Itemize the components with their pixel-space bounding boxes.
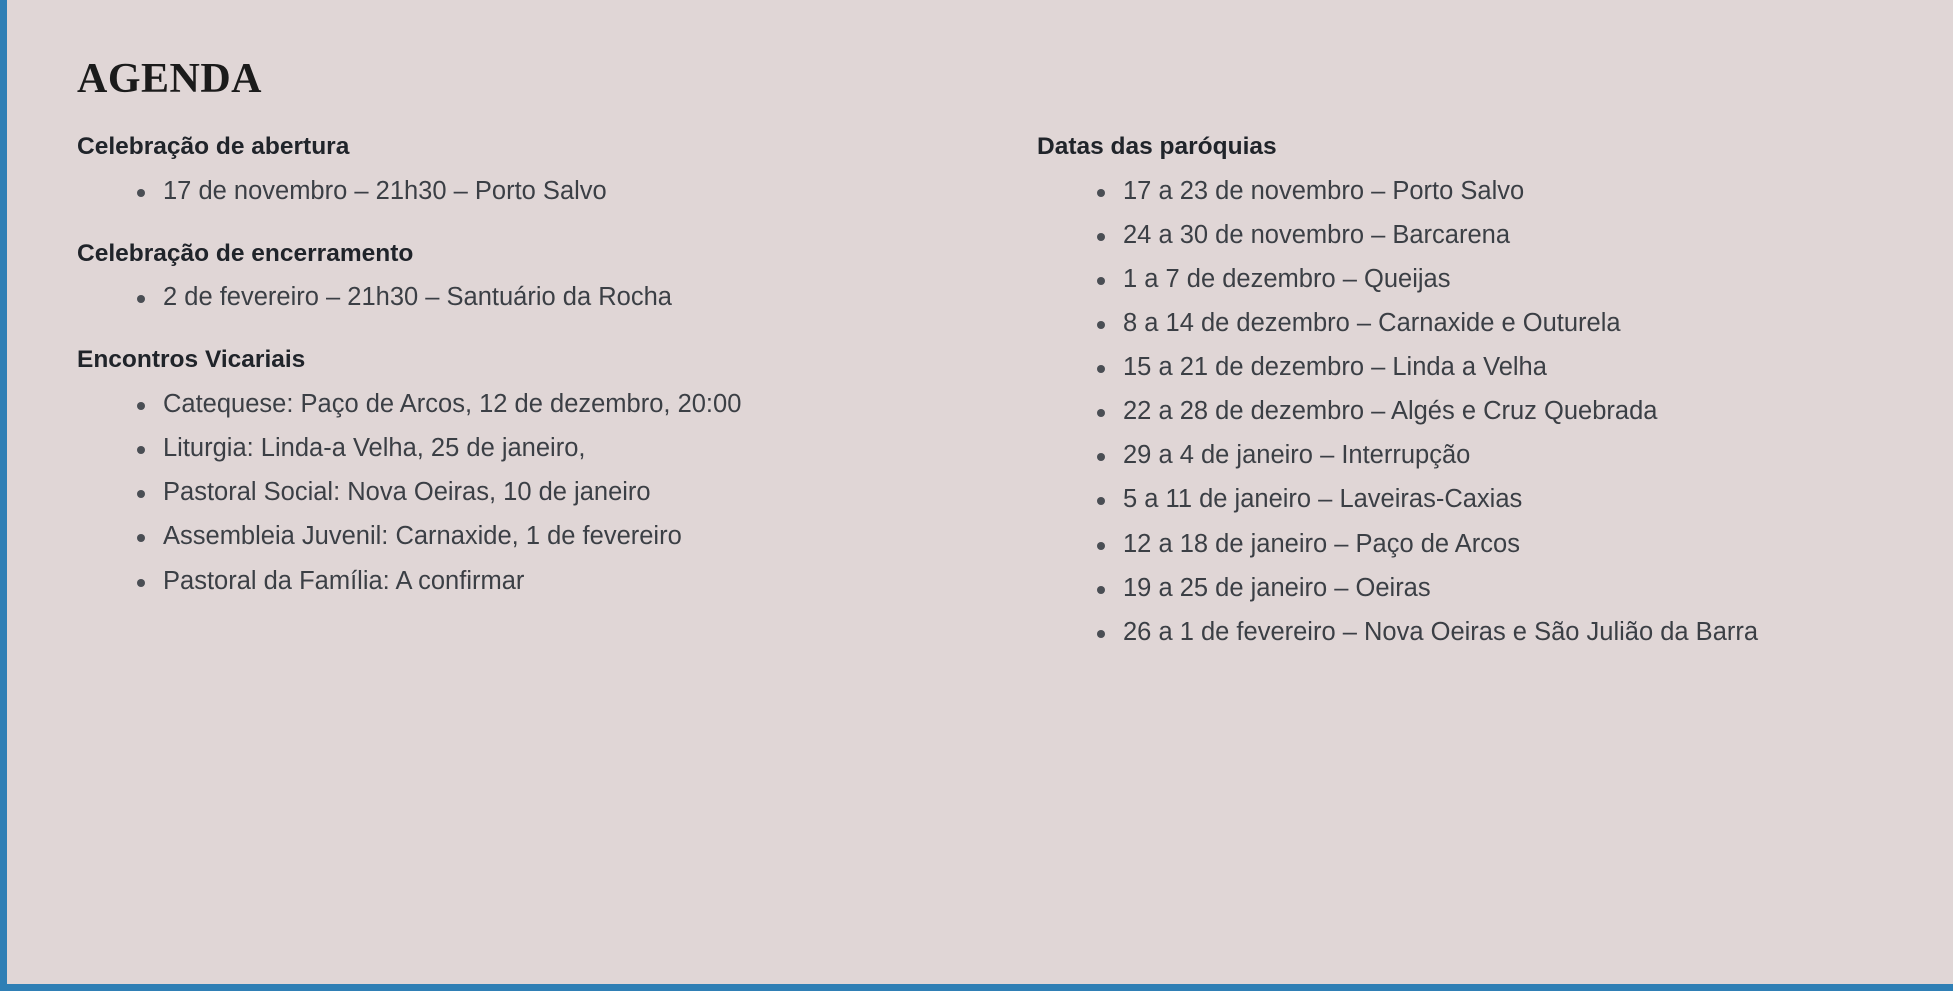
list-item: 17 a 23 de novembro – Porto Salvo — [1089, 169, 1913, 213]
left-column — [77, 132, 1037, 603]
section-datas-paroquias — [1037, 132, 1913, 654]
section-heading: Celebração de abertura — [77, 133, 350, 160]
section-heading: Celebração de encerramento — [77, 239, 414, 267]
list-item: 12 a 18 de janeiro – Paço de Arcos — [1089, 522, 1913, 566]
bullet-list — [1037, 169, 1913, 654]
section-celebracao-encerramento — [77, 239, 1037, 320]
list-item: 17 de novembro – 21h30 – Porto Salvo — [129, 169, 1037, 213]
list-item: 24 a 30 de novembro – Barcarena — [1089, 213, 1913, 257]
page-title: AGENDA — [77, 56, 263, 102]
list-item: Pastoral da Família: A confirmar — [129, 559, 1037, 603]
list-item: 1 a 7 de dezembro – Queijas — [1089, 257, 1913, 301]
list-item: 2 de fevereiro – 21h30 – Santuário da Rocha — [129, 275, 1037, 319]
list-item: Assembleia Juvenil: Carnaxide, 1 de fevereiro — [129, 514, 1037, 558]
right-column — [1037, 132, 1913, 654]
list-item: 22 a 28 de dezembro – Algés e Cruz Quebrada — [1089, 389, 1913, 433]
list-item: 26 a 1 de fevereiro – Nova Oeiras e São Julião da Barra — [1089, 610, 1913, 654]
list-item: Catequese: Paço de Arcos, 12 de dezembro, 20:00 — [129, 382, 1037, 426]
list-item: 8 a 14 de dezembro – Carnaxide e Outurela — [1089, 301, 1913, 345]
list-item: Pastoral Social: Nova Oeiras, 10 de janeiro — [129, 470, 1037, 514]
section-celebracao-abertura — [77, 132, 1037, 213]
bullet-list — [77, 169, 1037, 213]
list-item: 5 a 11 de janeiro – Laveiras-Caxias — [1089, 477, 1913, 521]
list-item: Liturgia: Linda-a Velha, 25 de janeiro, — [129, 426, 1037, 470]
two-column-layout — [77, 132, 1913, 654]
section-encontros-vicariais — [77, 345, 1037, 602]
section-heading: Datas das paróquias — [1037, 133, 1277, 160]
section-heading: Encontros Vicariais — [77, 346, 306, 374]
list-item: 29 a 4 de janeiro – Interrupção — [1089, 433, 1913, 477]
list-item: 15 a 21 de dezembro – Linda a Velha — [1089, 345, 1913, 389]
list-item: 19 a 25 de janeiro – Oeiras — [1089, 566, 1913, 610]
bullet-list — [77, 275, 1037, 319]
slide-content — [77, 58, 1913, 944]
bullet-list — [77, 382, 1037, 603]
